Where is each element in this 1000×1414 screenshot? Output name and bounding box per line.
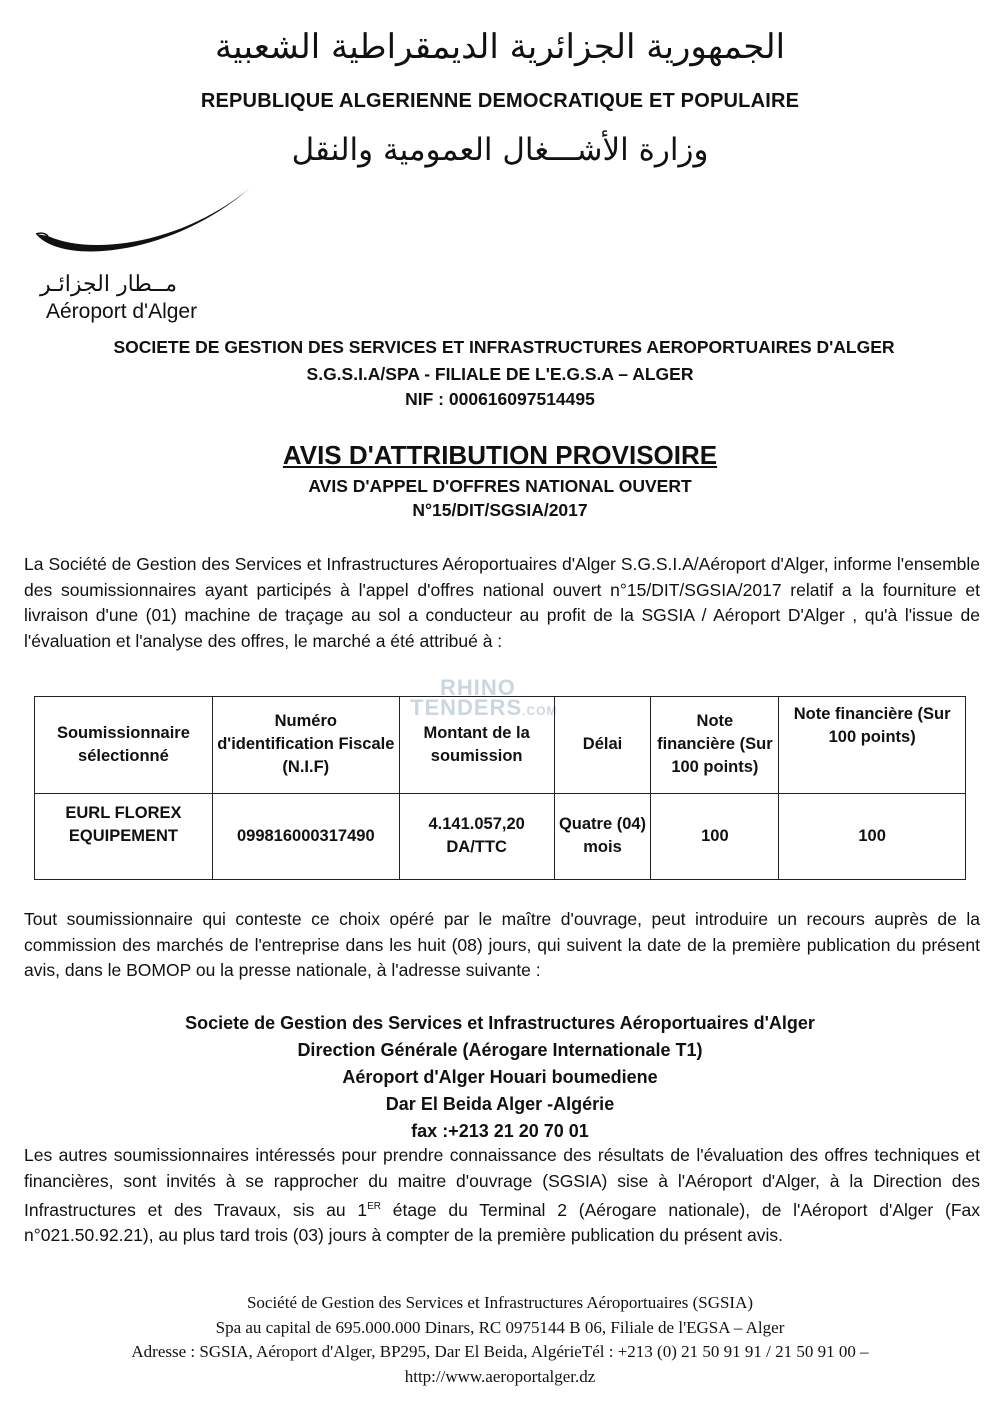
- footer-line2: Spa au capital de 695.000.000 Dinars, RC 0975144 B 06, Filiale de l'EGSA – Alger: [215, 1317, 785, 1337]
- footer-website: http://www.aeroportalger.dz: [404, 1366, 596, 1386]
- notice-title: AVIS D'ATTRIBUTION PROVISOIRE: [282, 440, 718, 470]
- company-line2: S.G.S.I.A/SPA - FILIALE DE L'E.G.S.A – ALGER: [306, 364, 694, 384]
- header-cell: Soumissionnaire sélectionné: [35, 697, 213, 794]
- watermark-line2: TENDERS: [410, 695, 523, 720]
- table-header-row: [35, 697, 966, 794]
- notice-reference: N°15/DIT/SGSIA/2017: [412, 500, 588, 520]
- recours-paragraph: Tout soumissionnaire qui conteste ce choix opéré par le maître d'ouvrage, peut introduire un recours auprès de la commission des marchés de l'entreprise dans les huit (08) jours, qui suivent la date de la première publication du présent avis, dans le BOMOP ou la presse nationale, à l'adresse suivante :: [24, 909, 980, 980]
- others-superscript: ER: [367, 1201, 381, 1212]
- address-line4: Dar El Beida Alger -Algérie: [385, 1094, 615, 1114]
- table-cell: 4.141.057,20 DA/TTC: [399, 793, 554, 879]
- footer-line3: Adresse : SGSIA, Aéroport d'Alger, BP295, Dar El Beida, AlgérieTél : +213 (0) 21 50 91 91 / 21 50 91 00 –: [131, 1342, 869, 1361]
- address-line2: Direction Générale (Aérogare Internationale T1): [297, 1040, 703, 1060]
- address-block: [0, 1010, 1000, 1145]
- logo-french-name: Aéroport d'Alger: [46, 300, 198, 323]
- attribution-table: [34, 696, 966, 880]
- arabic-ministry-title: وزارة الأشـــغال العمومية والنقل: [291, 132, 709, 168]
- logo-arabic-name: مــطار الجزائـر: [40, 272, 178, 297]
- header-cell: Délai: [554, 697, 651, 794]
- footer: [0, 1291, 1000, 1389]
- company-name: SOCIETE DE GESTION DES SERVICES ET INFRASTRUCTURES AEROPORTUAIRES D'ALGER: [113, 337, 895, 357]
- table-cell: 099816000317490: [212, 793, 399, 879]
- address-line1: Societe de Gestion des Services et Infrastructures Aéroportuaires d'Alger: [185, 1013, 815, 1033]
- address-line3: Aéroport d'Alger Houari boumediene: [342, 1067, 658, 1087]
- french-republic-title: REPUBLIQUE ALGERIENNE DEMOCRATIQUE ET POPULAIRE: [200, 90, 800, 112]
- table-cell: 100: [779, 793, 966, 879]
- notice-subtitle: AVIS D'APPEL D'OFFRES NATIONAL OUVERT: [308, 476, 692, 496]
- watermark-suffix: .COM: [522, 704, 558, 718]
- table-row: [35, 793, 966, 879]
- header-cell: Numéro d'identification Fiscale (N.I.F): [212, 697, 399, 794]
- watermark-line1: RHINO: [440, 675, 516, 700]
- company-nif: NIF : 000616097514495: [405, 389, 595, 409]
- address-fax: fax :+213 21 20 70 01: [411, 1121, 589, 1141]
- header-cell: Montant de la soumission: [399, 697, 554, 794]
- others-text-part1: Les autres soumissionnaires intéressés pour prendre connaissance des résultats de l'évaluation des offres techniques et financières, sont invités à se rapprocher du maitre d'ouvrage (SGSIA) sise à l'Aéroport d'Alger, à la Direction des Infrastructures et des Travaux, sis au 1: [24, 1145, 980, 1220]
- others-text-part2: étage du Terminal 2 (Aérogare nationale), de l'Aéroport d'Alger (Fax n°021.50.92.21), au plus tard trois (03) jours à compter de la première publication du présent avis.: [24, 1199, 980, 1246]
- table-cell: 100: [651, 793, 779, 879]
- header-cell: Note financière (Sur 100 points): [651, 697, 779, 794]
- footer-line1: Société de Gestion des Services et Infrastructures Aéroportuaires (SGSIA): [246, 1293, 754, 1312]
- arabic-republic-title: الجمهورية الجزائرية الديمقراطية الشعبية: [214, 27, 786, 67]
- intro-paragraph: La Société de Gestion des Services et Infrastructures Aéroportuaires d'Alger S.G.S.I.A/Aéroport d'Alger, informe l'ensemble des soumissionnaires ayant participés à l'appel d'offres national ouvert n°15/DIT/SGSIA/2017 relatif a la fourniture et livraison d'une (01) machine de traçage au sol a conducteur au profit de la SGSIA / Aéroport D'Alger , qu'à l'issue de l'évaluation et l'analyse des offres, le marché a été attribué à :: [24, 554, 980, 651]
- airport-logo-swoosh-icon: [32, 186, 257, 266]
- others-paragraph: [24, 1143, 980, 1249]
- table-cell: EURL FLOREX EQUIPEMENT: [35, 793, 213, 879]
- table-cell: Quatre (04) mois: [554, 793, 651, 879]
- header-cell: Note financière (Sur 100 points): [779, 697, 966, 794]
